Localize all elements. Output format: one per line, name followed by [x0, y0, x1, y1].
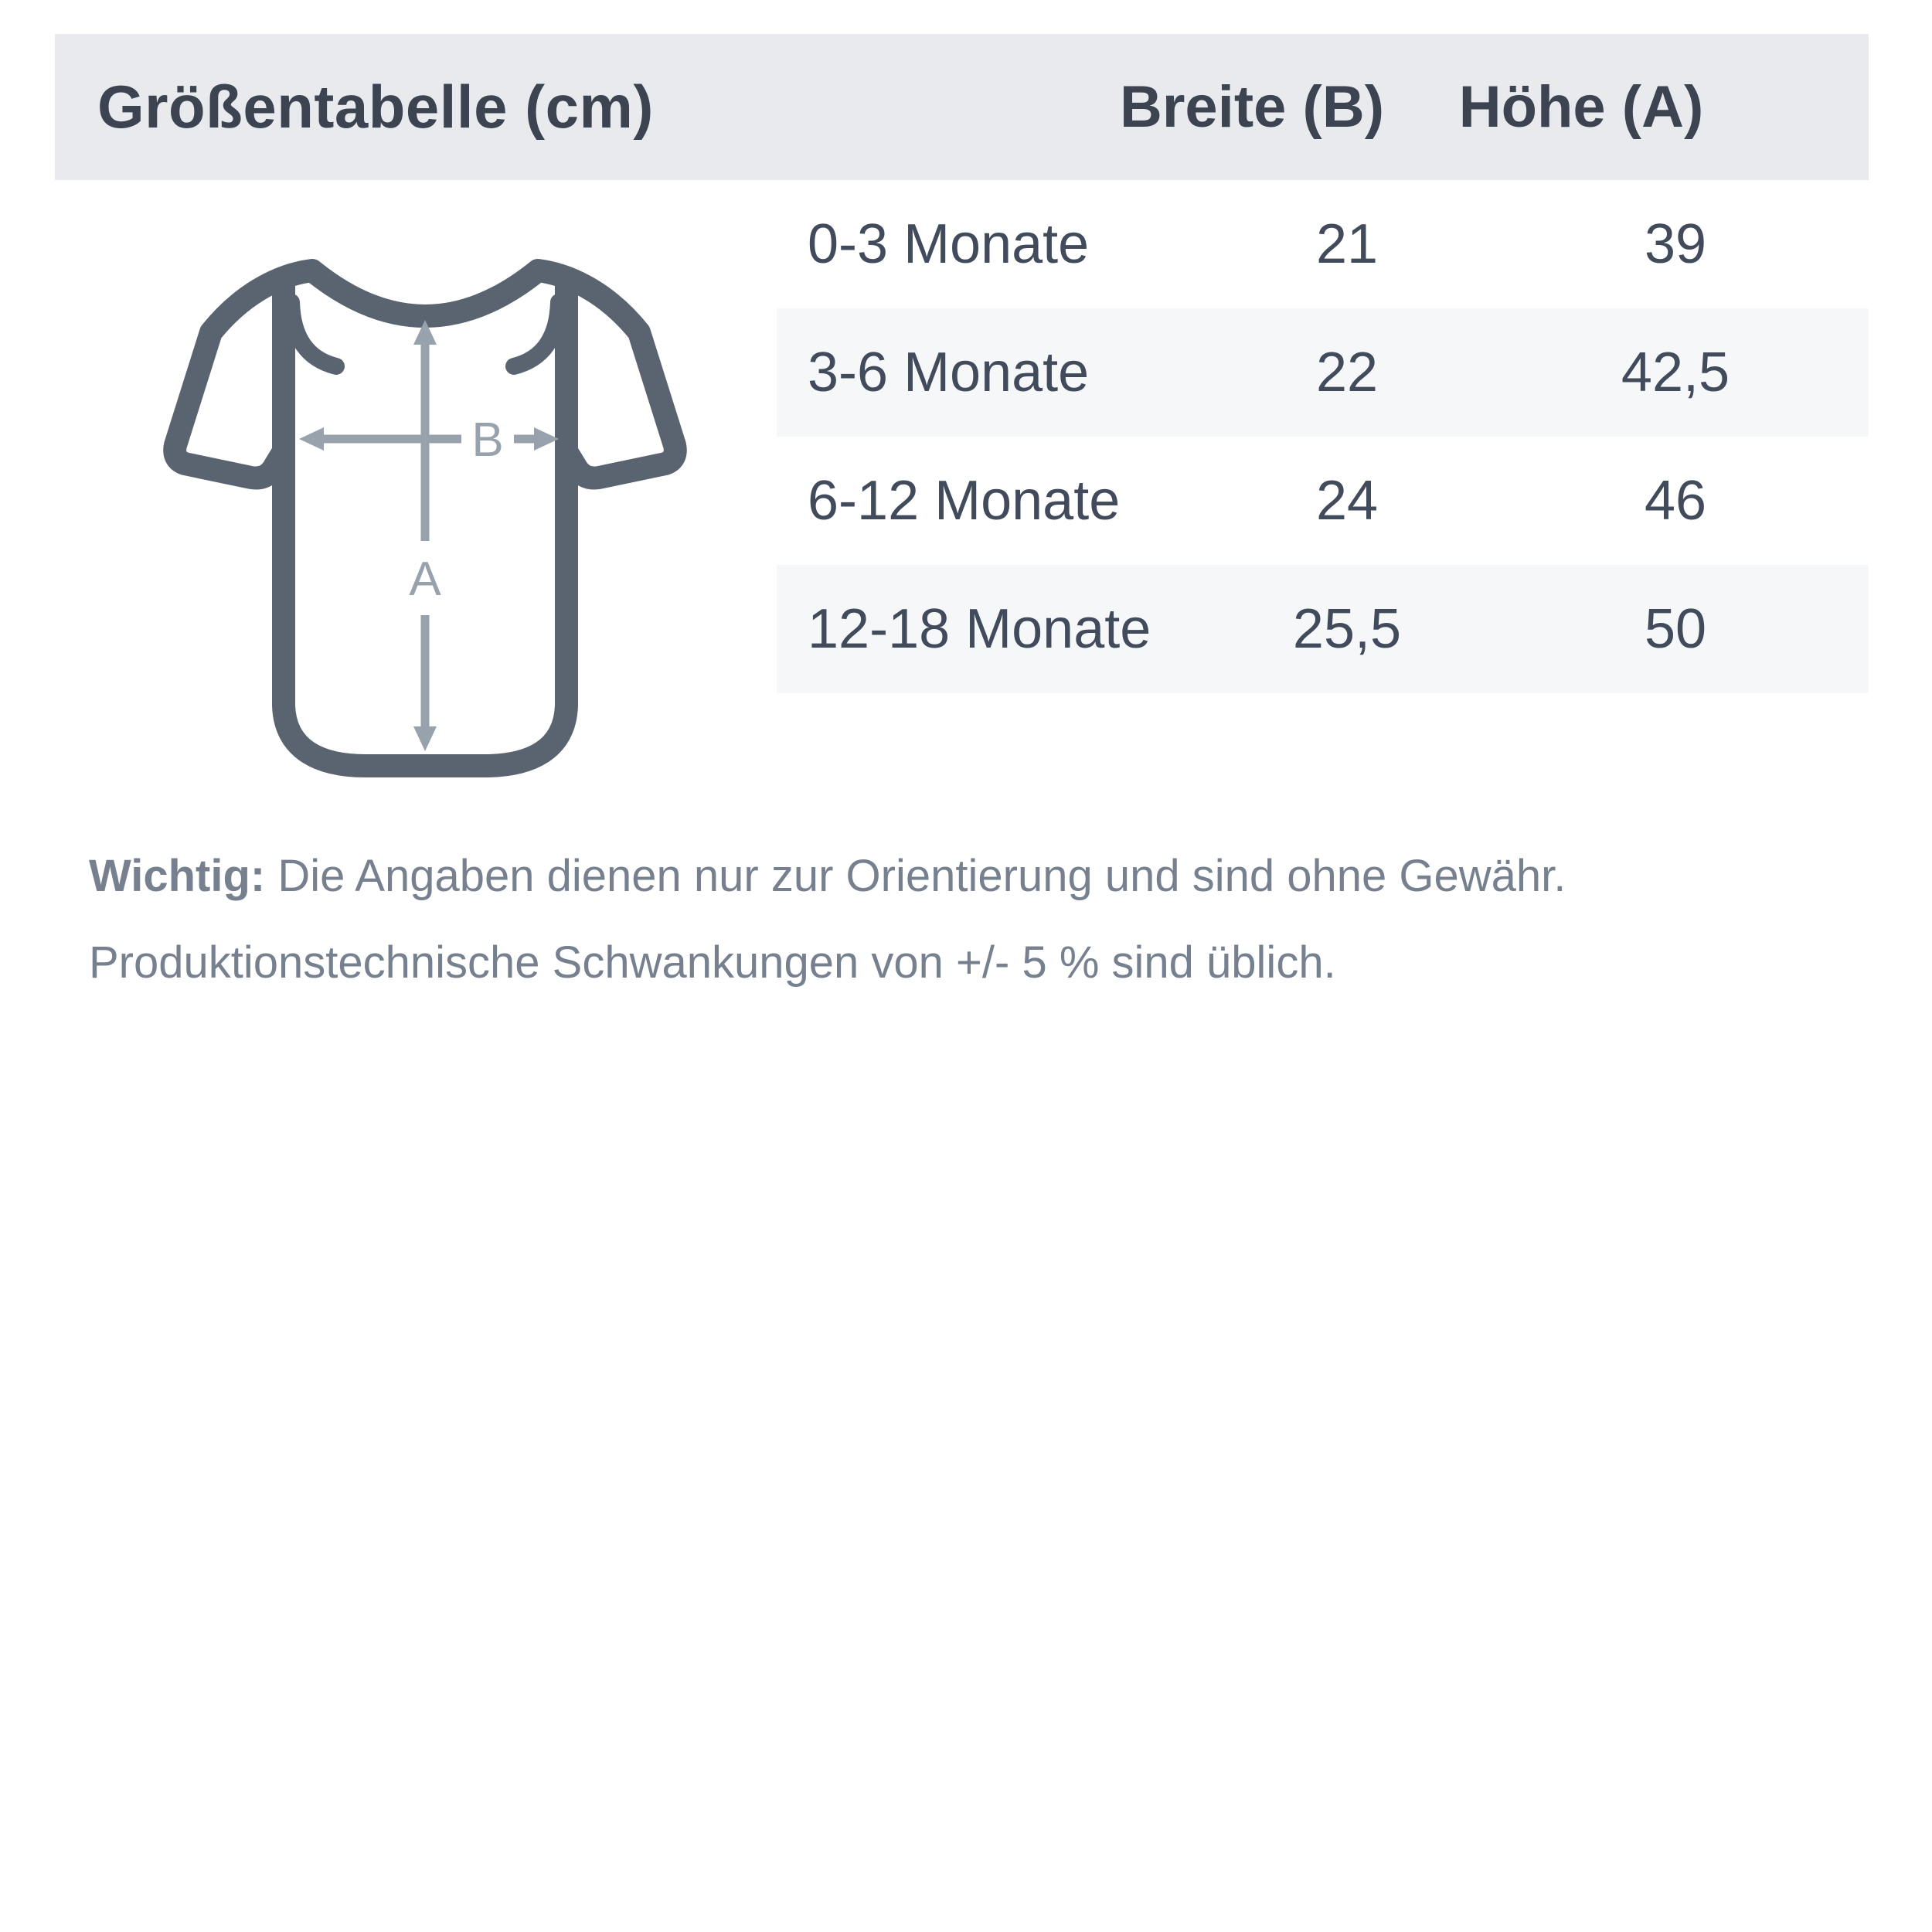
- disclaimer-line-2: Produktionstechnische Schwankungen von +/- 5 % sind üblich.: [89, 937, 1336, 988]
- row-width-value: 22: [1315, 342, 1379, 403]
- row-width-value: 25,5: [1292, 598, 1402, 660]
- disclaimer-prefix: Wichtig:: [89, 851, 266, 901]
- table-row: [777, 437, 1869, 565]
- bodysuit-diagram-svg: [158, 223, 692, 784]
- height-label: A: [409, 553, 441, 606]
- row-label: 3-6 Monate: [808, 342, 1090, 403]
- disclaimer-line-1: [89, 833, 1882, 920]
- row-label: 0-3 Monate: [808, 213, 1090, 275]
- column-header-width: Breite (B): [1119, 74, 1385, 140]
- row-label: 6-12 Monate: [808, 470, 1121, 532]
- row-height-value: 46: [1644, 470, 1707, 532]
- row-height-value: 42,5: [1621, 342, 1730, 403]
- table-row: [777, 565, 1869, 693]
- disclaimer-note: [89, 833, 1882, 1006]
- bodysuit-measurement-diagram: [158, 223, 692, 784]
- size-chart-title: Größentabelle (cm): [97, 73, 654, 141]
- row-height-value: 39: [1644, 213, 1707, 275]
- width-label: B: [471, 413, 504, 467]
- table-row: [777, 308, 1869, 437]
- row-width-value: 24: [1315, 470, 1379, 532]
- table-row: [777, 180, 1869, 308]
- row-height-value: 50: [1644, 598, 1707, 660]
- size-chart-header: [55, 34, 1869, 180]
- column-header-height: Höhe (A): [1458, 74, 1704, 140]
- row-label: 12-18 Monate: [808, 598, 1151, 660]
- disclaimer-text-1: Die Angaben dienen nur zur Orientierung und sind ohne Gewähr.: [277, 851, 1566, 901]
- row-width-value: 21: [1315, 213, 1379, 275]
- size-table: [777, 180, 1869, 693]
